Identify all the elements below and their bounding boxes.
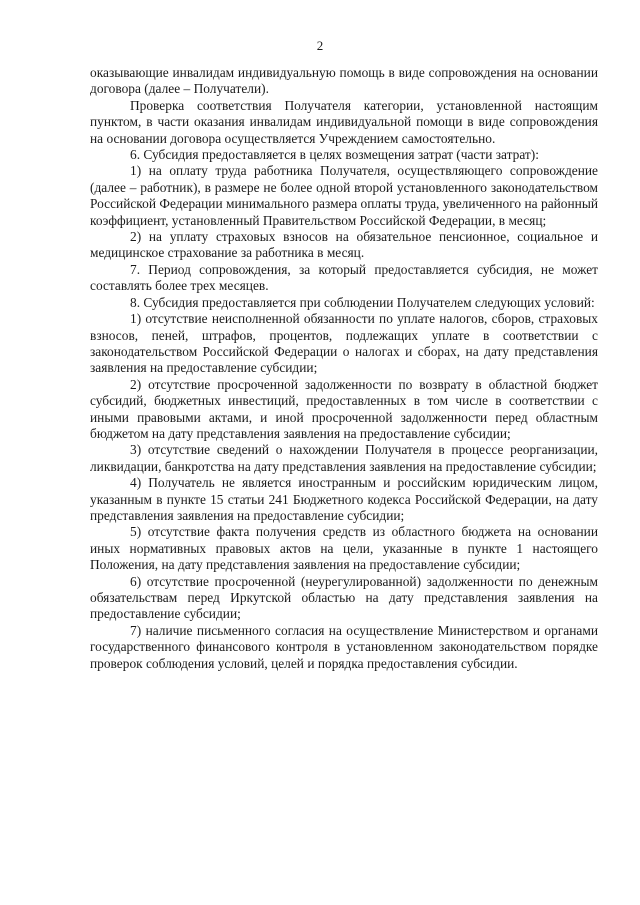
paragraph-verification: Проверка соответствия Получателя категории, установленной настоящим пунктом, в части оказания инвалидам индивидуальной помощи в виде сопровождения на основании договора осуществляется Учреждением самостоятельно. <box>90 97 598 146</box>
paragraph-item-8-3: 3) отсутствие сведений о нахождении Получателя в процессе реорганизации, ликвидации, банкротства на дату представления заявления на предоставление субсидии; <box>90 442 598 474</box>
paragraph-item-6-1: 1) на оплату труда работника Получателя, осуществляющего сопровождение (далее – работник), в размере не более одной второй установленного законодательством Российской Федерации минимального размера оплаты труда, увеличенного на районный коэффициент, установленный Правительством Российской Федерации, в месяц; <box>90 163 598 228</box>
paragraph-item-8-1: 1) отсутствие неисполненной обязанности по уплате налогов, сборов, страховых взносов, пеней, штрафов, процентов, подлежащих уплате в соответствии с законодательством Российской Федерации о налогах и сборах, на дату представления заявления на предоставление субсидии; <box>90 311 598 376</box>
paragraph-item-8-5: 5) отсутствие факта получения средств из областного бюджета на основании иных нормативных правовых актов на цели, указанные в пункте 1 настоящего Положения, на дату представления заявления на предоставление субсидии; <box>90 524 598 573</box>
paragraph-item-6-2: 2) на уплату страховых взносов на обязательное пенсионное, социальное и медицинское страхование за работника в месяц. <box>90 229 598 261</box>
page-number: 2 <box>316 38 324 53</box>
paragraph-item-7: 7. Период сопровождения, за который предоставляется субсидия, не может составлять более трех месяцев. <box>90 261 598 294</box>
document-body <box>90 65 598 672</box>
paragraph-recipients-continuation: оказывающие инвалидам индивидуальную помощь в виде сопровождения на основании договора (далее – Получатели). <box>90 65 598 97</box>
paragraph-item-8-7: 7) наличие письменного согласия на осуществление Министерством и органами государственного финансового контроля в установленном законодательством порядке проверок соблюдения условий, целей и порядка предоставления субсидии. <box>90 622 598 671</box>
paragraph-item-8-2: 2) отсутствие просроченной задолженности по возврату в областной бюджет субсидий, бюджетных инвестиций, предоставленных в том числе в соответствии с иными правовыми актами, и иной просроченной задолженности перед областным бюджетом на дату представления заявления на предоставление субсидии; <box>90 376 598 441</box>
paragraph-item-8: 8. Субсидия предоставляется при соблюдении Получателем следующих условий: <box>130 294 595 310</box>
paragraph-item-6: 6. Субсидия предоставляется в целях возмещения затрат (части затрат): <box>130 147 539 163</box>
paragraph-item-8-6: 6) отсутствие просроченной (неурегулированной) задолженности по денежным обязательствам перед Иркутской областью на дату представления заявления на предоставление субсидии; <box>90 573 598 622</box>
paragraph-item-8-4: 4) Получатель не является иностранным и российским юридическим лицом, указанным в пункте 15 статьи 241 Бюджетного кодекса Российской Федерации, на дату представления заявления на предоставление субсидии; <box>90 475 598 523</box>
